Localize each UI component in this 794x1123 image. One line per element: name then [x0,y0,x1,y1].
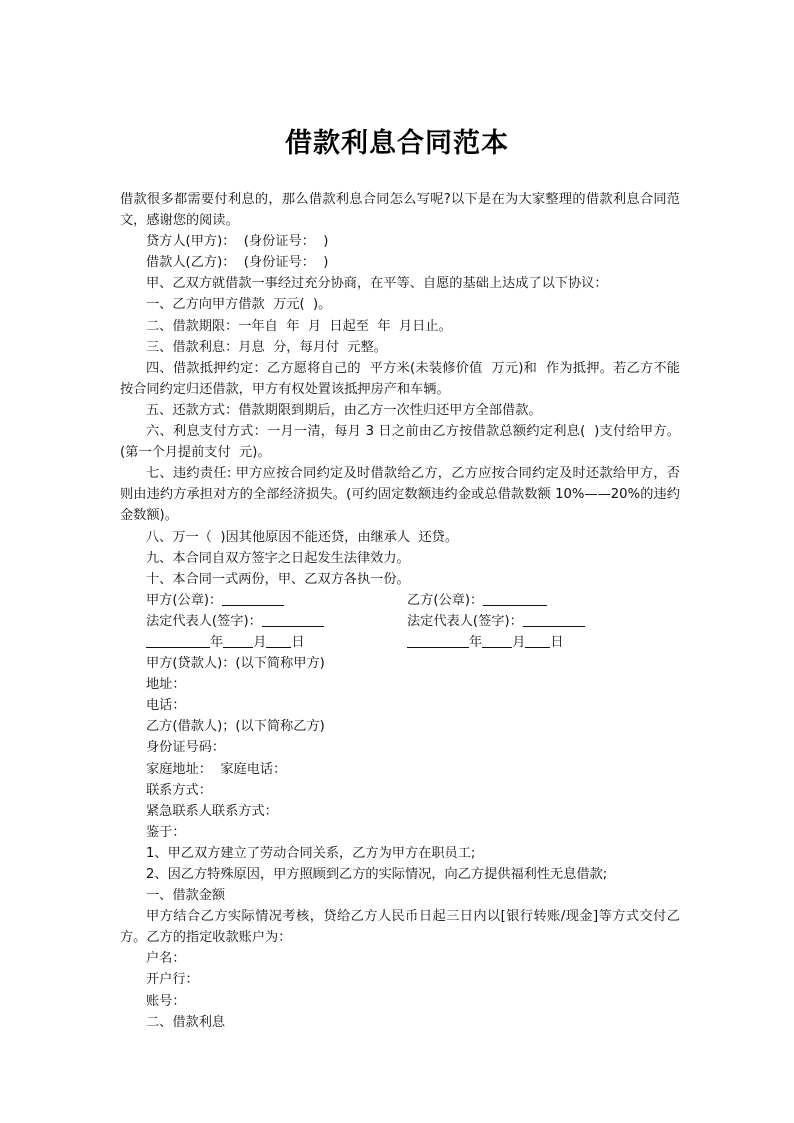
clause-9: 九、本合同自双方签字之日起发生法律效力。 [146,550,410,566]
party-a-info: 甲方(贷款人)：(以下简称甲方) [146,656,325,672]
address-line: 地址： [146,677,186,693]
phone-line: 电话： [146,698,186,714]
borrower-line: 借款人(乙方)： (身份证号： ) [146,255,329,271]
rep-a: 法定代表人(签字)： [146,611,324,632]
rep-a-blank[interactable] [262,612,324,627]
bank-line: 开户行： [146,972,199,988]
document-title: 借款利息合同范本 [285,128,509,159]
clause-4: 四、借款抵押约定：乙方愿将自己的 平方米(未装修价值 万元)和 作为抵押。若乙方不能按合同约定归还借款，甲方有权处置该抵押房产和车辆。 [120,360,680,397]
date-a: 年 月 日 [146,632,305,653]
account-name-line: 户名： [146,951,186,967]
date-a-day-blank[interactable] [266,633,291,648]
date-b: 年 月 日 [407,632,564,653]
lender-line: 贷方人(甲方)： (身份证号： ) [146,234,329,250]
clause-10: 十、本合同一式两份，甲、乙双方各执一份。 [146,571,410,587]
date-b-day-blank[interactable] [525,633,550,648]
party-b-seal: 乙方(公章)： [407,590,547,611]
agreement-line: 甲、乙双方就借款一事经过充分协商，在平等、自愿的基础上达成了以下协议： [146,276,608,292]
date-a-year-blank[interactable] [146,633,210,648]
clause-6: 六、利息支付方式：一月一清，每月 3 日之前由乙方按借款总额约定利息( )支付给甲方。(第一个月提前支付 元)。 [120,424,680,461]
rep-b: 法定代表人(签字)： [407,611,585,632]
clause-5: 五、还款方式：借款期限到期后，由乙方一次性归还甲方全部借款。 [146,402,542,418]
whereas-item-1: 1、甲乙双方建立了劳动合同关系，乙方为甲方在职员工; [146,845,476,861]
clause-3: 三、借款利息：月息 分，每月付 元整。 [146,339,387,355]
clause-2: 二、借款期限：一年自 年 月 日起至 年 月日止。 [146,318,452,334]
rep-b-blank[interactable] [523,612,585,627]
party-b-seal-blank[interactable] [483,591,547,606]
date-b-year-blank[interactable] [407,633,469,648]
section-2-heading: 二、借款利息 [146,1014,226,1030]
party-b-info: 乙方(借款人)；(以下简称乙方) [146,719,325,735]
contact-line: 联系方式： [146,782,212,798]
party-a-seal-blank[interactable] [222,591,284,606]
clause-7: 七、违约责任: 甲方应按合同约定及时借款给乙方，乙方应按合同约定及时还款给甲方，否则由违约方承担对方的全部经济损失。(可约固定数额违约金或总借款数额 10%——20%的违约金数额)。 [120,466,680,524]
party-a-seal: 甲方(公章)： [146,590,284,611]
section-1-heading: 一、借款金额 [146,888,226,904]
date-b-month-blank[interactable] [482,633,512,648]
whereas-item-2: 2、因乙方特殊原因，甲方照顾到乙方的实际情况，向乙方提供福利性无息借款; [146,867,608,882]
home-line: 家庭地址： 家庭电话： [146,761,287,777]
date-row [120,632,680,653]
account-number-line: 账号： [146,993,186,1009]
section-1-text: 甲方结合乙方实际情况考核，贷给乙方人民币日起三日内以[银行转账/现金]等方式交付乙方。乙方的指定收款账户为： [120,909,680,946]
whereas-heading: 鉴于： [146,824,186,840]
date-a-month-blank[interactable] [223,633,253,648]
clause-8: 八、万一（ )因其他原因不能还贷，由继承人 还贷。 [146,529,459,545]
clause-1: 一、乙方向甲方借款 万元( )。 [146,297,332,313]
document-body [120,189,680,1033]
id-number-line: 身份证号码： [146,740,226,756]
intro-paragraph: 借款很多都需要付利息的，那么借款利息合同怎么写呢?以下是在为大家整理的借款利息合同范文，感谢您的阅读。 [120,192,680,229]
emergency-contact-line: 紧急联系人联系方式： [146,803,278,819]
seal-row [120,590,680,611]
representative-row [120,611,680,632]
